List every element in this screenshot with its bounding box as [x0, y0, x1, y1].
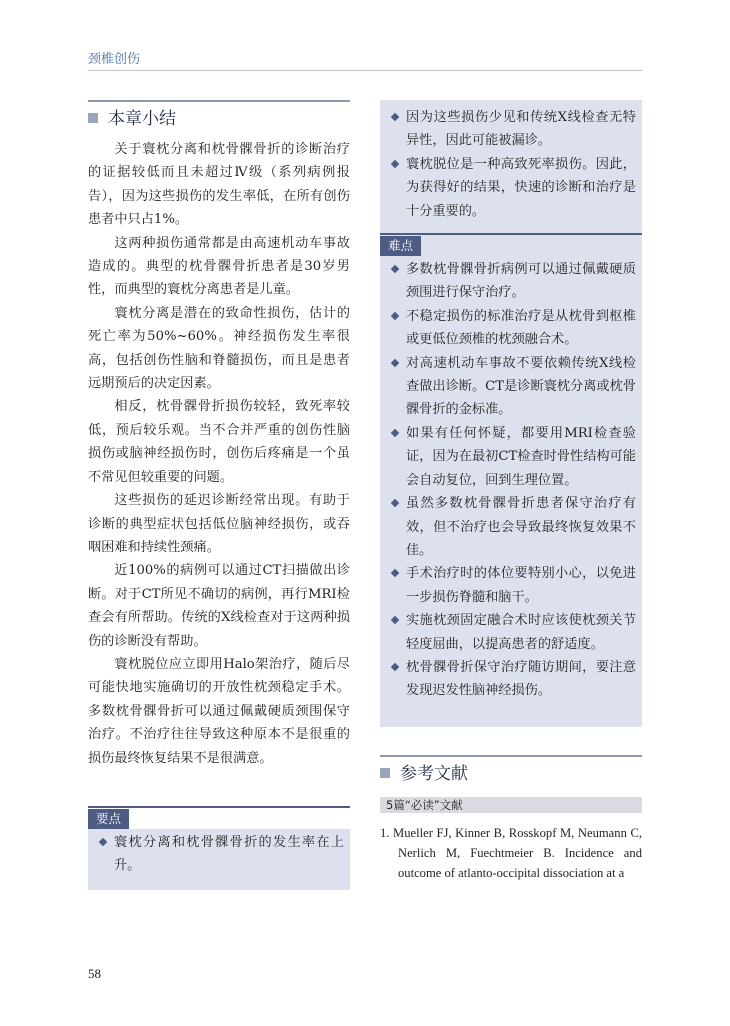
summary-title: 本章小结 — [108, 109, 176, 129]
list-item: 多数枕骨髁骨折病例可以通过佩戴硬质颈围进行保守治疗。 — [386, 258, 636, 305]
list-item: 实施枕颈固定融合术时应该使枕颈关节轻度屈曲，以提高患者的舒适度。 — [386, 609, 636, 656]
summary-paragraph: 近100%的病例可以通过CT扫描做出诊断。对于CT所见不确切的病例，再行MRI检查会有所帮助。传统的X线检查对于这两种损伤的诊断没有帮助。 — [88, 563, 350, 649]
diamond-bullet-icon — [391, 616, 399, 624]
square-bullet-icon — [380, 768, 390, 778]
list-item: 手术治疗时的体位要特别小心，以免进一步损伤脊髓和脑干。 — [386, 562, 636, 609]
header-rule — [88, 70, 643, 71]
summary-paragraph: 这两种损伤通常都是由高速机动车事故造成的。典型的枕骨髁骨折患者是30岁男性，而典型的寰枕分离患者是儿童。 — [88, 235, 350, 298]
references-title: 参考文献 — [400, 763, 468, 784]
summary-paragraph: 寰枕脱位应立即用Halo架治疗，随后尽可能快地实施确切的开放性枕颈稳定手术。多数枕骨髁骨折可以通过佩戴硬质颈围保守治疗。不治疗往往导致这种原本不是很重的损伤最终恢复结果不是很满意。 — [88, 656, 350, 766]
difficulties-list — [380, 256, 642, 727]
diamond-bullet-icon — [391, 160, 399, 168]
list-item: 寰枕分离和枕骨髁骨折的发生率在上升。 — [94, 831, 344, 878]
diamond-bullet-icon — [391, 312, 399, 320]
keypoints-continued-box — [380, 100, 642, 727]
diamond-bullet-icon — [391, 663, 399, 671]
summary-paragraph: 寰枕分离是潜在的致命性损伤，估计的死亡率为50%~60%。神经损伤发生率很高，包括创伤性脑和脊髓损伤，而且是患者远期预后的决定因素。 — [88, 305, 350, 392]
list-item: 不稳定损伤的标准治疗是从枕骨到枢椎或更低位颈椎的枕颈融合术。 — [386, 305, 636, 352]
references-subheading: 5篇“必读”文献 — [380, 797, 642, 813]
list-item: 寰枕脱位是一种高致死率损伤。因此，为获得好的结果，快速的诊断和治疗是十分重要的。 — [386, 153, 636, 223]
diamond-bullet-icon — [99, 838, 107, 846]
section-rule — [380, 755, 642, 757]
reference-entry: 1. Mueller FJ, Kinner B, Rosskopf M, Neumann C, Nerlich M, Fuechtmeier B. Incidence and outcome of atlanto-occipital dissociation at a — [380, 825, 642, 880]
references-heading — [380, 763, 642, 785]
summary-paragraph: 关于寰枕分离和枕骨髁骨折的诊断治疗的证据较低而且未超过Ⅳ级（系列病例报告），因为这些损伤的发生率低，在所有创伤患者中只占1%。 — [88, 142, 350, 228]
page-number: 58 — [88, 966, 101, 981]
diamond-bullet-icon — [391, 265, 399, 273]
square-bullet-icon — [88, 113, 98, 123]
list-item: 如果有任何怀疑，都要用MRI检查验证，因为在最初CT检查时骨性结构可能会自动复位，回到生理位置。 — [386, 422, 636, 492]
diamond-bullet-icon — [391, 113, 399, 121]
list-item: 枕骨髁骨折保守治疗随访期间，要注意发现迟发性脑神经损伤。 — [386, 656, 636, 703]
keypoints-label: 要点 — [88, 809, 129, 829]
diamond-bullet-icon — [391, 429, 399, 437]
list-item: 因为这些损伤少见和传统X线检查无特异性，因此可能被漏诊。 — [386, 106, 636, 153]
keypoints-box — [88, 806, 350, 890]
list-item: 对高速机动车事故不要依赖传统X线检查做出诊断。CT是诊断寰枕分离或枕骨髁骨折的金标准。 — [386, 352, 636, 422]
keypoints-list — [88, 829, 350, 890]
summary-paragraph: 这些损伤的延迟诊断经常出现。有助于诊断的典型症状包括低位脑神经损伤，或吞咽困难和持续性颈痛。 — [88, 493, 350, 555]
running-header: 颈椎创伤 — [88, 52, 141, 67]
section-rule — [88, 100, 350, 102]
left-column — [88, 100, 350, 890]
keypoints-header — [88, 806, 350, 829]
list-item: 虽然多数枕骨髁骨折患者保守治疗有效，但不治疗也会导致最终恢复效果不佳。 — [386, 492, 636, 562]
difficulties-header — [380, 233, 642, 256]
keypoints-continued-list — [380, 104, 642, 233]
summary-paragraph: 相反，枕骨髁骨折损伤较轻，致死率较低，预后较乐观。当不合并严重的创伤性脑损伤或脑神经损伤时，创伤后疼痛是一个虽不常见但较重要的问题。 — [88, 399, 350, 485]
difficulties-label: 难点 — [380, 236, 421, 256]
diamond-bullet-icon — [391, 499, 399, 507]
summary-heading — [88, 108, 350, 130]
diamond-bullet-icon — [391, 358, 399, 366]
diamond-bullet-icon — [391, 569, 399, 577]
right-column — [380, 100, 642, 883]
